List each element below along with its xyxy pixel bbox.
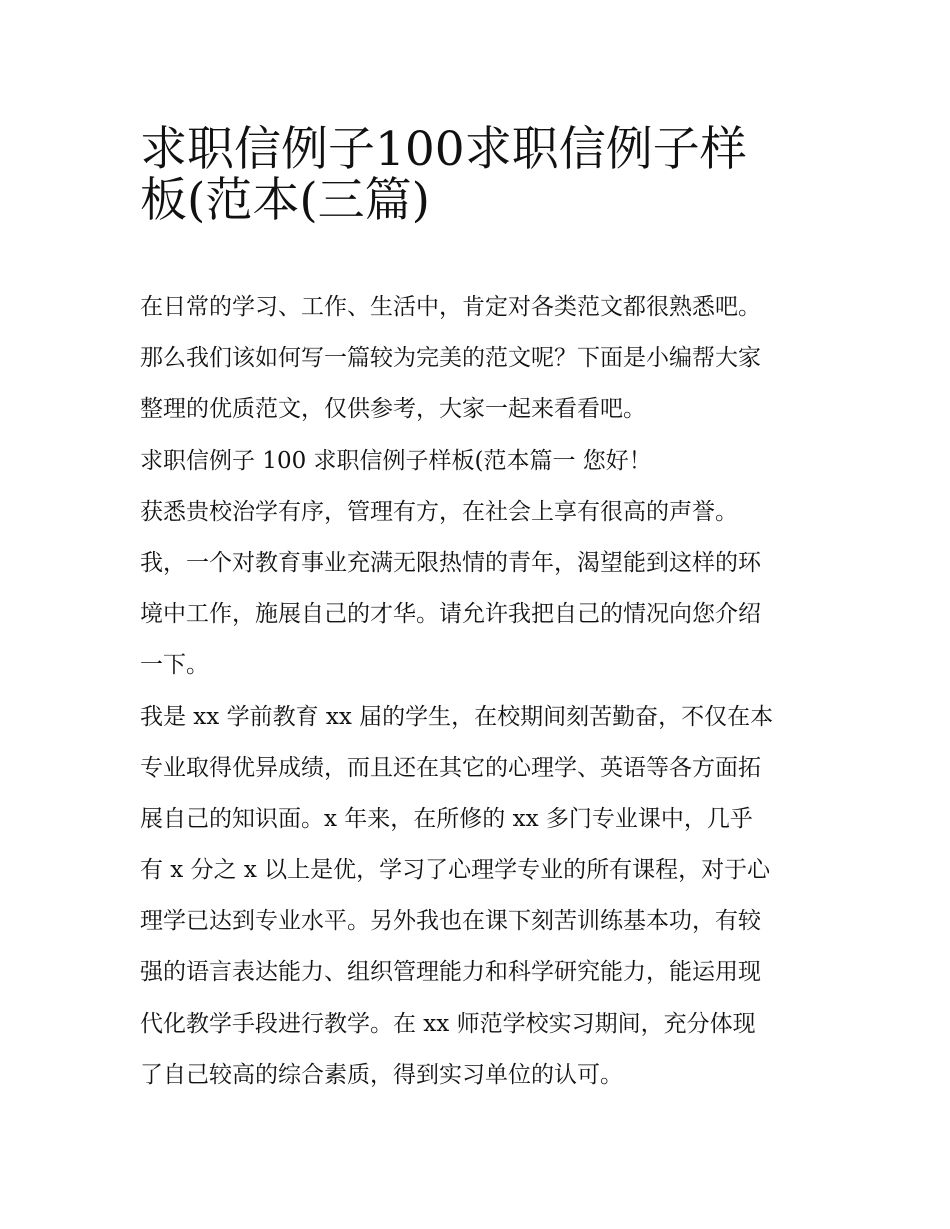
title-line: 板(范本(三篇) [140, 173, 431, 229]
body-line: 有 x 分之 x 以上是优，学习了心理学专业的所有课程，对于心 [140, 857, 771, 884]
body-line: 专业取得优异成绩，而且还在其它的心理学、英语等各方面拓 [140, 754, 761, 781]
body-line: 整理的优质范文，仅供参考，大家一起来看看吧。 [140, 396, 646, 423]
body-line: 我，一个对教育事业充满无限热情的青年，渴望能到这样的环 [140, 549, 761, 576]
body-line: 代化教学手段进行教学。在 xx 师范学校实习期间，充分体现 [140, 1010, 756, 1037]
title-line: 求职信例子100求职信例子样 [140, 122, 747, 177]
body-line: 强的语言表达能力、组织管理能力和科学研究能力，能运用现 [140, 959, 761, 986]
body-line: 展自己的知识面。x 年来，在所修的 xx 多门专业课中，几乎 [140, 805, 753, 832]
document-body [140, 282, 820, 1101]
body-line: 在日常的学习、工作、生活中，肯定对各类范文都很熟悉吧。 [140, 294, 761, 320]
body-line: 我是 xx 学前教育 xx 届的学生，在校期间刻苦勤奋，不仅在本 [140, 703, 774, 730]
body-line: 了自己较高的综合素质，得到实习单位的认可。 [140, 1061, 623, 1088]
body-line: 境中工作，施展自己的才华。请允许我把自己的情况向您介绍 [140, 601, 761, 628]
body-line: 一下。 [140, 652, 209, 679]
body-line: 获悉贵校治学有序，管理有方，在社会上享有很高的声誉。 [140, 498, 738, 525]
document-title [140, 112, 830, 229]
body-line: 理学已达到专业水平。另外我也在课下刻苦训练基本功，有较 [140, 908, 761, 935]
body-line: 求职信例子 100 求职信例子样板(范本篇一 您好！ [140, 447, 652, 474]
body-line: 那么我们该如何写一篇较为完美的范文呢？下面是小编帮大家 [140, 345, 761, 372]
